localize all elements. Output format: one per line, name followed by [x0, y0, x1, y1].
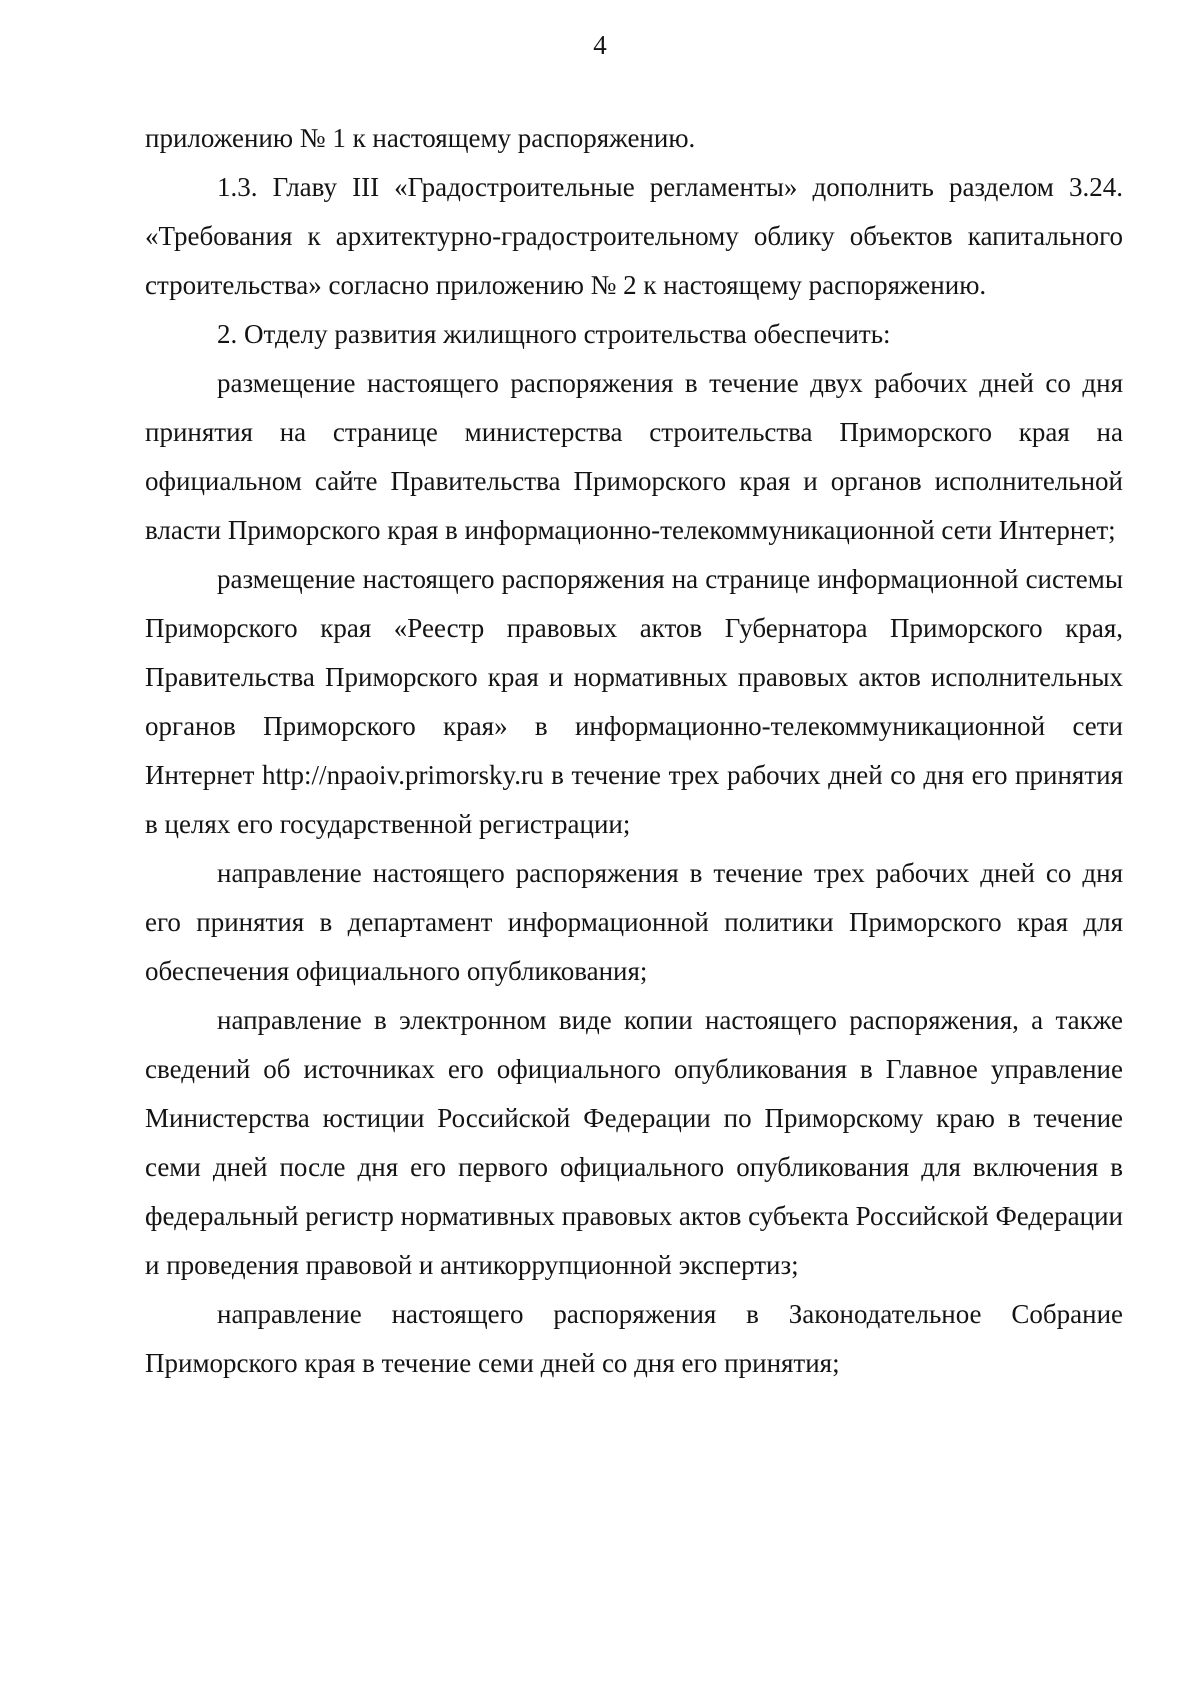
paragraph-registry-publication: размещение настоящего распоряжения на странице информационной системы Приморского края «Реестр правовых актов Губернатора Приморского края, Правительства Приморского края и нормативных правовых актов исполнительных органов Приморского края» в информационно-телекоммуникационной сети Интернет http://npaoiv.primorsky.ru в течение трех рабочих дней со дня его принятия в целях его государственной регистрации; [145, 564, 1123, 839]
paragraph-ministry-of-justice: направление в электронном виде копии настоящего распоряжения, а также сведений об источниках его официального опубликования в Главное управление Министерства юстиции Российской Федерации по Приморскому краю в течение семи дней после дня его первого официального опубликования для включения в федеральный регистр нормативных правовых актов субъекта Российской Федерации и проведения правовой и антикоррупционной экспертиз; [145, 1005, 1123, 1280]
paragraph-item-1-3: 1.3. Главу III «Градостроительные регламенты» дополнить разделом 3.24. «Требования к архитектурно-градостроительному облику объектов капитального строительства» согласно приложению № 2 к настоящему распоряжению. [145, 172, 1123, 300]
document-body [145, 114, 1123, 1388]
paragraph-appendix-1-continuation: приложению № 1 к настоящему распоряжению. [145, 123, 696, 153]
paragraph-item-2: 2. Отделу развития жилищного строительства обеспечить: [217, 319, 891, 349]
paragraph-information-policy-department: направление настоящего распоряжения в течение трех рабочих дней со дня его принятия в департамент информационной политики Приморского края для обеспечения официального опубликования; [145, 858, 1123, 986]
paragraph-ministry-site-publication: размещение настоящего распоряжения в течение двух рабочих дней со дня принятия на странице министерства строительства Приморского края на официальном сайте Правительства Приморского края и органов исполнительной власти Приморского края в информационно-телекоммуникационной сети Интернет; [145, 368, 1123, 545]
paragraph-legislative-assembly: направление настоящего распоряжения в Законодательное Собрание Приморского края в течение семи дней со дня его принятия; [145, 1299, 1123, 1378]
page-number: 4 [593, 30, 607, 60]
